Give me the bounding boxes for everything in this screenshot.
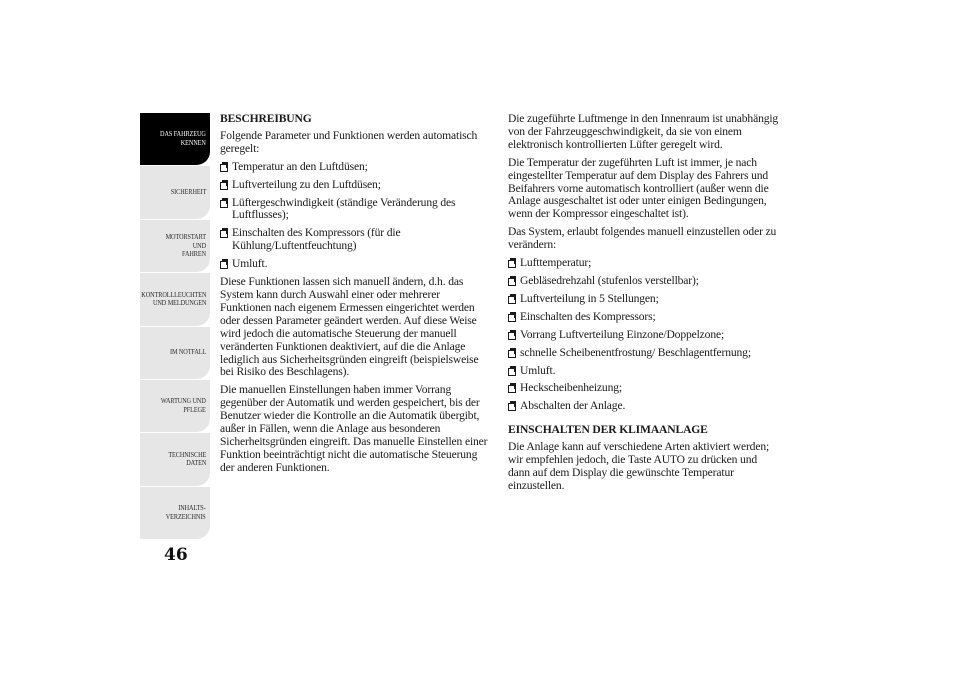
list-item (508, 257, 780, 270)
list-item (508, 329, 780, 342)
tab-label: MOTORSTART UND FAHREN (165, 231, 206, 259)
right-column (508, 113, 780, 498)
tab-label: DAS FAHRZEUG KENNEN (160, 129, 206, 148)
tab-wartung-und-pflege[interactable] (140, 380, 210, 433)
list-item (508, 293, 780, 306)
list-item (220, 197, 492, 223)
checkbox-bullet-icon (220, 260, 228, 268)
tab-im-notfall[interactable] (140, 327, 210, 380)
tab-technische-daten[interactable] (140, 433, 210, 486)
paragraph: Die manuellen Einstellungen haben immer Vorrang gegenüber der Automatik und werden gespeichert, bis der Benutzer wieder die Kontrolle an die Automatik übergibt, außer in Fällen, wenn die Anlage aus besonderen Sicherheitsgründen eingreift. Das manuelle Einstellen einer Funktion beeinträchtigt nicht die automatische Steuerung der anderen Funktionen. (220, 383, 488, 474)
tab-label: KONTROLLLEUCHTEN UND MELDUNGEN (140, 289, 206, 308)
list-item (508, 347, 780, 360)
checkbox-bullet-icon (220, 199, 228, 207)
list-item-text: Luftverteilung zu den Luftdüsen; (232, 177, 381, 191)
tab-label: INHALTS- VERZEICHNIS (166, 503, 206, 521)
paragraph: Diese Funktionen lassen sich manuell ändern, d.h. das System kann durch Auswahl einer oder mehrerer Funktionen nach eigenem Ermessen eingerichtet werden oder dessen Parameter geändert werden. Auf diese Weise wird jedoch die automatische Steuerung der manuell veränderten Funktionen deaktiviert, auf die die Anlage lediglich aus Sicherheitsgründen eingreift (beispielsweise bei Risiko des Beschlagens). (220, 275, 479, 379)
checkbox-bullet-icon (508, 402, 516, 410)
tab-inhaltsverzeichnis[interactable] (140, 487, 210, 540)
list-item-text: Einschalten des Kompressors; (520, 309, 656, 323)
list-item (220, 179, 492, 192)
list-item-text: Temperatur an den Luftdüsen; (232, 159, 368, 173)
tab-label: IM NOTFALL (169, 347, 206, 357)
checkbox-bullet-icon (508, 349, 516, 357)
list-item (508, 311, 780, 324)
page-number: 46 (164, 545, 188, 565)
list-item-text: Einschalten des Kompressors (für die Kühlung/Luftentfeuchtung) (232, 226, 401, 253)
section-heading: BESCHREIBUNG (220, 112, 312, 125)
section-heading: EINSCHALTEN DER KLIMAANLAGE (508, 423, 708, 437)
list-item (220, 161, 492, 174)
list-item-text: Heckscheibenheizung; (520, 381, 622, 395)
list-item-text: Vorrang Luftverteilung Einzone/Doppelzone; (520, 327, 725, 341)
tab-label: WARTUNG UND PFLEGE (161, 396, 206, 415)
checkbox-bullet-icon (220, 229, 228, 237)
paragraph: Die zugeführte Luftmenge in den Innenraum ist unabhängig von der Fahrzeuggeschwindigkeit, da sie von einem elektronisch kontrollierten Lüfter geregelt wird. (508, 112, 779, 151)
checkbox-bullet-icon (508, 384, 516, 392)
chapter-sidebar (140, 113, 210, 540)
list-item-text: schnelle Scheibenentfrostung/ Beschlagentfernung; (520, 345, 751, 359)
paragraph: Die Temperatur der zugeführten Luft ist immer, je nach eingestellter Temperatur auf dem Display des Fahrers und Beifahrers vorne automatisch kontrolliert (außer wenn die Anlage ausgeschaltet ist oder unter einigen Bedingungen, wenn der Kompressor eingeschaltet ist). (508, 155, 769, 221)
checkbox-bullet-icon (508, 295, 516, 303)
checkbox-bullet-icon (220, 163, 228, 171)
checkbox-bullet-icon (508, 367, 516, 375)
checkbox-bullet-icon (508, 331, 516, 339)
checkbox-bullet-icon (508, 277, 516, 285)
tab-sicherheit[interactable] (140, 166, 210, 219)
list-item-text: Abschalten der Anlage. (520, 399, 626, 413)
tab-label: SICHERHEIT (170, 187, 206, 197)
tab-label: TECHNISCHE DATEN (168, 449, 206, 468)
tab-kontrollleuchten[interactable] (140, 273, 210, 326)
list-item-text: Luftverteilung in 5 Stellungen; (520, 291, 659, 305)
checkbox-bullet-icon (508, 259, 516, 267)
list-item-text: Umluft. (520, 363, 556, 377)
left-column (220, 113, 492, 480)
tab-motorstart-und-fahren[interactable] (140, 220, 210, 273)
list-item (508, 275, 780, 288)
checkbox-bullet-icon (508, 313, 516, 321)
paragraph: Folgende Parameter und Funktionen werden automatisch geregelt: (220, 128, 478, 155)
paragraph: Die Anlage kann auf verschiedene Arten aktiviert werden; wir empfehlen jedoch, die Taste AUTO zu drücken und dann auf dem Display die gewünschte Temperatur einzustellen. (508, 440, 770, 492)
list-item (220, 258, 492, 271)
tab-das-fahrzeug-kennen[interactable] (140, 113, 210, 166)
list-item-text: Lufttemperatur; (520, 256, 592, 270)
list-item (508, 365, 780, 378)
list-item (508, 382, 780, 395)
paragraph: Das System, erlaubt folgendes manuell einzustellen oder zu verändern: (508, 225, 777, 252)
checkbox-bullet-icon (220, 181, 228, 189)
list-item-text: Lüftergeschwindigkeit (ständige Veränderung des Luftflusses); (232, 195, 456, 222)
list-item-text: Gebläsedrehzahl (stufenlos verstellbar); (520, 273, 699, 287)
list-item (220, 227, 492, 253)
list-item (508, 400, 780, 413)
list-item-text: Umluft. (232, 257, 268, 271)
